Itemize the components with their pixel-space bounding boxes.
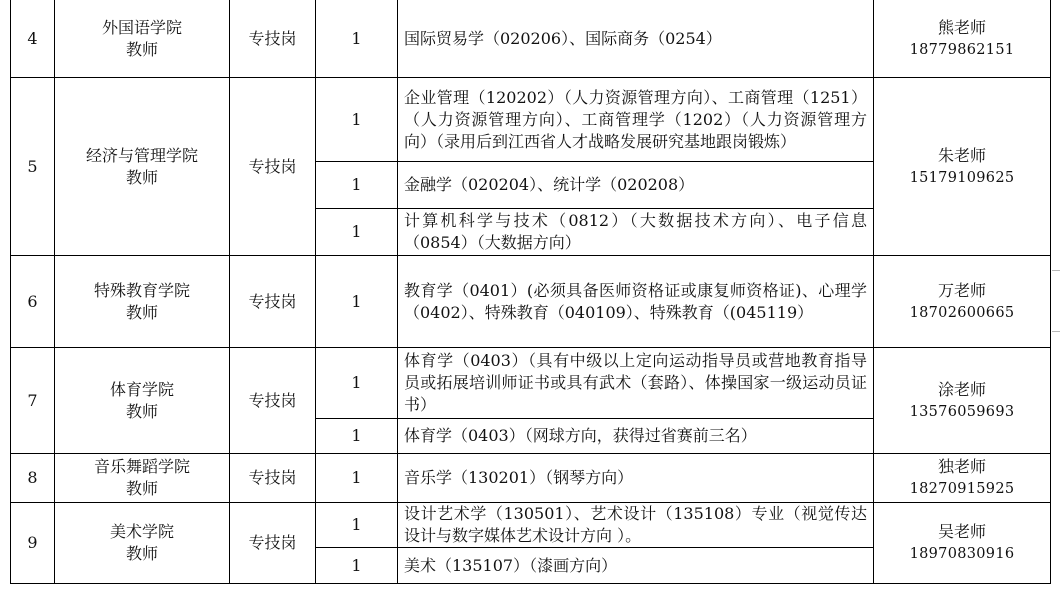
major-requirement: 体育学（0403）（网球方向，获得过省赛前三名） [404,426,757,445]
position-count: 1 [351,28,362,48]
edge-tick-mark [1052,270,1060,271]
college-name [55,256,229,347]
contact-teacher: 吴老师 [937,522,986,541]
position-count: 1 [351,555,362,575]
contact-teacher: 涂老师 [937,379,986,399]
major-requirement: 金融学（020204）、统计学（020208） [404,175,695,194]
college-role-line: 教师 [125,401,158,421]
post-type: 专技岗 [248,468,297,487]
contact-info [874,348,1050,453]
college-name-line: 体育学院 [109,379,174,399]
post-type: 专技岗 [248,28,297,48]
contact-info [874,503,1050,583]
major-requirement: 计算机科学与技术（0812）（大数据技术方向）、电子信息（0854）（大数据方向） [404,211,867,252]
row-number: 9 [27,533,38,552]
row-number: 8 [27,468,38,487]
college-name [55,0,229,77]
position-count: 1 [351,373,362,392]
college-role-line: 教师 [125,479,158,498]
position-count: 1 [351,109,362,129]
college-role-line: 教师 [125,544,158,563]
edge-tick-mark [1052,331,1060,332]
contact-teacher: 朱老师 [937,145,986,165]
college-name-line: 经济与管理学院 [85,145,198,165]
row-number: 7 [27,390,38,410]
contact-teacher: 独老师 [937,457,986,476]
major-requirement: 音乐学（130201）（钢琴方向） [404,468,634,487]
post-type: 专技岗 [248,533,297,552]
contact-info [874,78,1050,255]
row-number: 6 [27,291,38,311]
position-count: 1 [351,291,362,311]
college-role-line: 教师 [125,302,158,322]
contact-info [874,0,1050,77]
contact-phone: 15179109625 [909,169,1015,186]
position-count: 1 [351,175,362,194]
contact-teacher: 熊老师 [937,17,986,37]
college-role-line: 教师 [125,39,158,59]
contact-phone: 18270915925 [909,481,1015,497]
post-type: 专技岗 [248,390,297,410]
position-count: 1 [351,222,362,241]
major-requirement: 美术（135107）（漆画方向） [404,555,618,575]
contact-phone: 18702600665 [909,304,1015,321]
contact-teacher: 万老师 [937,280,986,300]
contact-phone: 18779862151 [909,41,1015,58]
college-name-line: 外国语学院 [101,17,182,37]
college-name [55,78,229,255]
major-requirement: 教育学（0401）(必须具备医师资格证或康复师资格证)、心理学（0402）、特殊教育（040109）、特殊教育（(045119） [404,280,867,322]
major-requirement: 设计艺术学（130501）、艺术设计（135108）专业（视觉传达设计与数字媒体艺术设计方向 ）。 [404,504,867,545]
position-count: 1 [351,468,362,487]
contact-phone: 13576059693 [909,403,1015,420]
college-role-line: 教师 [125,167,158,187]
major-requirement: 国际贸易学（020206）、国际商务（0254） [404,28,722,48]
row-number: 4 [27,28,38,48]
contact-info [874,256,1050,347]
college-name [55,454,229,502]
major-requirement: 体育学（0403）（具有中级以上定向运动指导员或营地教育指导员或拓展培训师证书或具有武术（套路）、体操国家一级运动员证书） [404,351,867,414]
college-name-line: 音乐舞蹈学院 [93,457,190,476]
post-type: 专技岗 [248,156,297,176]
post-type: 专技岗 [248,291,297,311]
college-name [55,503,229,583]
position-count: 1 [351,515,362,534]
contact-phone: 18970830916 [909,546,1015,562]
major-requirement: 企业管理（120202）（人力资源管理方向）、工商管理（1251）（人力资源管理方向）、工商管理学（1202）（人力资源管理方向）（录用后到江西省人才战略发展研究基地跟岗锻炼） [404,87,867,151]
college-name-line: 美术学院 [109,522,174,541]
contact-info [874,454,1050,502]
college-name [55,348,229,453]
position-count: 1 [351,426,362,445]
college-name-line: 特殊教育学院 [93,280,190,300]
row-number: 5 [27,156,38,176]
